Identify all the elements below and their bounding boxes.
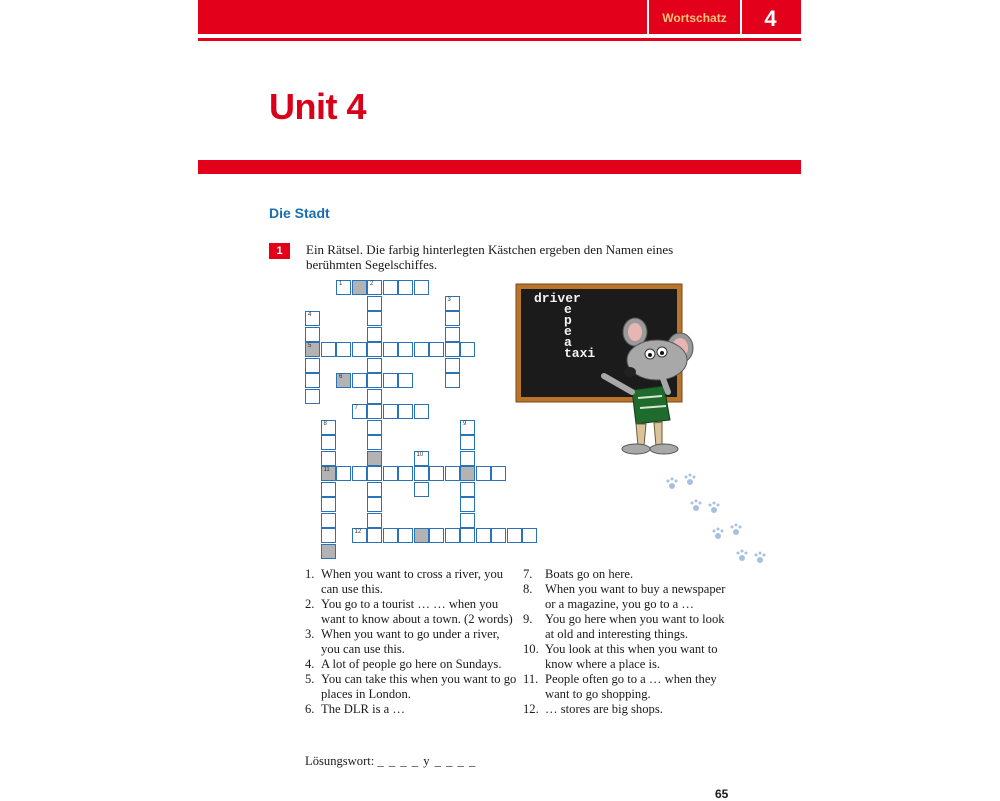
blackboard-word: driver: [534, 291, 581, 306]
crossword-cell[interactable]: [367, 513, 382, 528]
crossword-cell[interactable]: [445, 528, 460, 543]
clue-number: 6: [339, 374, 343, 380]
crossword-cell[interactable]: [352, 528, 367, 543]
clue-item: [523, 702, 733, 717]
clue-number: 5.: [305, 672, 315, 686]
crossword-cell[interactable]: [305, 342, 320, 357]
crossword-cell[interactable]: [321, 451, 336, 466]
crossword-cell[interactable]: [367, 451, 382, 466]
clue-number: 9: [463, 420, 467, 427]
crossword-cell[interactable]: [367, 389, 382, 404]
crossword-cell[interactable]: [445, 311, 460, 326]
crossword-cell[interactable]: [367, 497, 382, 512]
crossword-cell[interactable]: [445, 358, 460, 373]
crossword-cell[interactable]: [321, 544, 336, 559]
crossword-cell[interactable]: [336, 466, 351, 481]
crossword-cell[interactable]: [414, 342, 429, 357]
crossword-cell[interactable]: [460, 497, 475, 512]
crossword-cell[interactable]: [476, 466, 491, 481]
crossword-cell[interactable]: [414, 528, 429, 543]
crossword-cell[interactable]: [352, 466, 367, 481]
clue-text: When you want to go under a river, you can use this.: [321, 627, 500, 656]
solution-label: Lösungswort:: [305, 754, 375, 768]
crossword-cell[interactable]: [414, 404, 429, 419]
clue-list-left: [305, 567, 520, 717]
clue-item: [523, 612, 733, 642]
crossword-cell[interactable]: [367, 358, 382, 373]
blackboard-letter: e: [564, 302, 572, 317]
crossword-cell[interactable]: [367, 280, 382, 295]
crossword-cell[interactable]: [367, 373, 382, 388]
crossword-cell[interactable]: [460, 513, 475, 528]
crossword-cell[interactable]: [398, 342, 413, 357]
crossword-cell[interactable]: [367, 311, 382, 326]
crossword-cell[interactable]: [398, 404, 413, 419]
crossword-cell[interactable]: [305, 311, 320, 326]
clue-item: [305, 702, 520, 717]
clue-list-right: [523, 567, 733, 717]
crossword-cell[interactable]: [367, 466, 382, 481]
crossword-cell[interactable]: [321, 466, 336, 481]
blackboard-letter: a: [564, 335, 572, 350]
crossword-cell[interactable]: [321, 513, 336, 528]
crossword-cell[interactable]: [321, 497, 336, 512]
crossword-cell[interactable]: [460, 420, 475, 435]
chapter-number: 4: [764, 6, 777, 31]
clue-number: 5: [308, 343, 312, 349]
clue-item: [305, 627, 520, 657]
crossword-cell[interactable]: [414, 466, 429, 481]
crossword-cell[interactable]: [398, 373, 413, 388]
clue-number: 9.: [523, 612, 533, 626]
title-band: [198, 160, 801, 174]
clue-number: 3: [447, 296, 451, 303]
crossword-cell[interactable]: [321, 420, 336, 435]
clue-number: 11: [323, 467, 330, 473]
crossword-cell[interactable]: [367, 342, 382, 357]
crossword-cell[interactable]: [460, 528, 475, 543]
exercise-number-badge: 1: [269, 243, 290, 259]
crossword-cell[interactable]: [383, 373, 398, 388]
clue-number: 6.: [305, 702, 315, 716]
clue-item: [305, 597, 520, 627]
crossword-cell[interactable]: [305, 358, 320, 373]
crossword-cell[interactable]: [522, 528, 537, 543]
clue-number: 10: [416, 451, 424, 458]
clue-number: 3.: [305, 627, 315, 641]
crossword-cell[interactable]: [321, 435, 336, 450]
clue-text: The DLR is a …: [321, 702, 405, 716]
clue-number: 8.: [523, 582, 533, 596]
clue-text: When you want to cross a river, you can use this.: [321, 567, 504, 596]
crossword-cell[interactable]: [460, 466, 475, 481]
clue-text: You can take this when you want to go places in London.: [321, 672, 517, 701]
blackboard-illustration: [512, 280, 742, 470]
crossword-cell[interactable]: [383, 528, 398, 543]
crossword-cell[interactable]: [445, 342, 460, 357]
clue-number: 12: [354, 529, 362, 535]
crossword-cell[interactable]: [305, 373, 320, 388]
crossword-cell[interactable]: [336, 373, 351, 388]
clue-number: 4: [308, 312, 312, 318]
crossword-cell[interactable]: [321, 528, 336, 543]
paw-prints-icon: [662, 470, 772, 580]
crossword-cell[interactable]: [352, 342, 367, 357]
crossword-cell[interactable]: [414, 451, 429, 466]
clue-number: 11.: [523, 672, 539, 686]
crossword-cell[interactable]: [429, 466, 444, 481]
solution-word: [305, 754, 476, 769]
crossword-cell[interactable]: [336, 280, 351, 295]
crossword-cell[interactable]: [321, 342, 336, 357]
crossword-cell[interactable]: [383, 404, 398, 419]
clue-text: When you want to buy a newspaper or a magazine, you go to a …: [545, 582, 726, 611]
crossword-cell[interactable]: [367, 327, 382, 342]
crossword-cell[interactable]: [445, 327, 460, 342]
exercise-instructions: Ein Rätsel. Die farbig hinterlegten Kästchen ergeben den Namen eines berühmten Segelschiffes.: [306, 242, 674, 272]
crossword-cell[interactable]: [352, 404, 367, 419]
clue-item: [305, 672, 520, 702]
clue-text: You look at this when you want to know where a place is.: [545, 642, 718, 671]
crossword-cell[interactable]: [491, 466, 506, 481]
page-number: 65: [715, 787, 729, 801]
section-tab-label: Wortschatz: [647, 0, 742, 34]
crossword-cell[interactable]: [352, 373, 367, 388]
crossword-cell[interactable]: [367, 435, 382, 450]
crossword-cell[interactable]: [445, 466, 460, 481]
clue-number: 12.: [523, 702, 539, 716]
crossword-cell[interactable]: [305, 327, 320, 342]
clue-item: [523, 672, 733, 702]
crossword-cell[interactable]: [398, 528, 413, 543]
clue-number: 10.: [523, 642, 539, 656]
crossword-cell[interactable]: [445, 373, 460, 388]
header-rule: [198, 38, 801, 41]
crossword-cell[interactable]: [460, 482, 475, 497]
crossword-cell[interactable]: [429, 342, 444, 357]
crossword-cell[interactable]: [507, 528, 522, 543]
crossword-cell[interactable]: [336, 342, 351, 357]
clue-text: Boats go on here.: [545, 567, 634, 581]
crossword-cell[interactable]: [383, 342, 398, 357]
crossword-cell[interactable]: [414, 280, 429, 295]
blackboard-word: taxi: [564, 346, 596, 361]
clue-text: A lot of people go here on Sundays.: [321, 657, 502, 671]
clue-text: You go here when you want to look at old and interesting things.: [545, 612, 725, 641]
clue-item: [523, 642, 733, 672]
clue-number: 2: [370, 281, 374, 287]
clue-item: [305, 567, 520, 597]
clue-item: [523, 567, 733, 582]
crossword-cell[interactable]: [367, 420, 382, 435]
crossword-cell[interactable]: [476, 528, 491, 543]
clue-number: 1: [339, 281, 343, 287]
crossword-cell[interactable]: [414, 482, 429, 497]
clue-text: People often go to a … when they want to go shopping.: [545, 672, 717, 701]
clue-text: You go to a tourist … … when you want to know about a town. (2 words): [321, 597, 513, 626]
crossword-cell[interactable]: [383, 280, 398, 295]
clue-item: [523, 582, 733, 612]
clue-number: 8: [323, 420, 327, 427]
crossword-cell[interactable]: [460, 342, 475, 357]
crossword-cell[interactable]: [445, 296, 460, 311]
blackboard-letter: e: [564, 324, 572, 339]
crossword-cell[interactable]: [321, 482, 336, 497]
crossword-cell[interactable]: [367, 528, 382, 543]
crossword-cell[interactable]: [352, 280, 367, 295]
clue-item: [305, 657, 520, 672]
clue-number: 4.: [305, 657, 315, 671]
clue-number: 1.: [305, 567, 315, 581]
clue-number: 2.: [305, 597, 315, 611]
section-heading: Die Stadt: [269, 205, 330, 221]
solution-blanks: _ _ _ _ y _ _ _ _: [377, 754, 477, 768]
crossword-cell[interactable]: [429, 528, 444, 543]
crossword-cell[interactable]: [460, 451, 475, 466]
crossword-cell[interactable]: [398, 280, 413, 295]
crossword-cell[interactable]: [491, 528, 506, 543]
crossword-cell[interactable]: [305, 389, 320, 404]
crossword-cell[interactable]: [460, 435, 475, 450]
blackboard-letter: p: [564, 313, 572, 328]
crossword-cell[interactable]: [367, 296, 382, 311]
clue-number: 7: [354, 405, 358, 411]
crossword-cell[interactable]: [367, 404, 382, 419]
clue-text: … stores are big shops.: [545, 702, 663, 716]
crossword-cell[interactable]: [398, 466, 413, 481]
page-title: Unit 4: [269, 86, 367, 127]
crossword-cell[interactable]: [367, 482, 382, 497]
crossword-cell[interactable]: [383, 466, 398, 481]
clue-number: 7.: [523, 567, 533, 581]
